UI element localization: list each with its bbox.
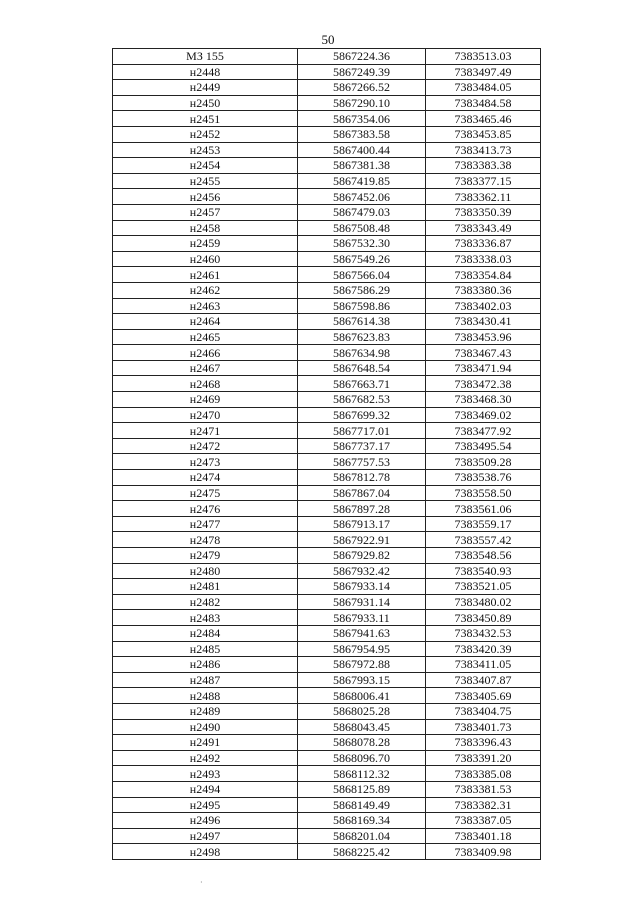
x-coordinate-cell: 5867224.36	[298, 49, 426, 65]
x-coordinate-cell: 5867452.06	[298, 189, 426, 205]
table-row	[113, 781, 541, 797]
point-id-cell: н2491	[113, 735, 298, 751]
point-id-cell: н2495	[113, 797, 298, 813]
y-coordinate-cell: 7383401.73	[426, 719, 541, 735]
y-coordinate-cell: 7383396.43	[426, 735, 541, 751]
table-row	[113, 360, 541, 376]
point-id-cell: н2481	[113, 579, 298, 595]
table-row	[113, 220, 541, 236]
x-coordinate-cell: 5867400.44	[298, 142, 426, 158]
table-row	[113, 641, 541, 657]
y-coordinate-cell: 7383377.15	[426, 173, 541, 189]
y-coordinate-cell: 7383484.05	[426, 80, 541, 96]
point-id-cell: н2486	[113, 657, 298, 673]
scan-mark: ·	[200, 878, 203, 887]
point-id-cell: н2461	[113, 267, 298, 283]
point-id-cell: н2456	[113, 189, 298, 205]
point-id-cell: н2498	[113, 844, 298, 860]
y-coordinate-cell: 7383385.08	[426, 766, 541, 782]
y-coordinate-cell: 7383477.92	[426, 423, 541, 439]
point-id-cell: н2496	[113, 813, 298, 829]
y-coordinate-cell: 7383559.17	[426, 516, 541, 532]
x-coordinate-cell: 5867812.78	[298, 470, 426, 486]
table-row	[113, 423, 541, 439]
x-coordinate-cell: 5867717.01	[298, 423, 426, 439]
y-coordinate-cell: 7383336.87	[426, 236, 541, 252]
table-row	[113, 516, 541, 532]
y-coordinate-cell: 7383472.38	[426, 376, 541, 392]
table-row	[113, 828, 541, 844]
table-row	[113, 314, 541, 330]
y-coordinate-cell: 7383391.20	[426, 750, 541, 766]
point-id-cell: н2471	[113, 423, 298, 439]
point-id-cell: н2467	[113, 360, 298, 376]
coordinates-table-body	[113, 49, 541, 860]
y-coordinate-cell: 7383382.31	[426, 797, 541, 813]
table-row	[113, 813, 541, 829]
table-row	[113, 579, 541, 595]
point-id-cell: н2473	[113, 454, 298, 470]
y-coordinate-cell: 7383513.03	[426, 49, 541, 65]
x-coordinate-cell: 5867972.88	[298, 657, 426, 673]
x-coordinate-cell: 5868025.28	[298, 703, 426, 719]
y-coordinate-cell: 7383467.43	[426, 345, 541, 361]
x-coordinate-cell: 5867699.32	[298, 407, 426, 423]
point-id-cell: н2469	[113, 392, 298, 408]
y-coordinate-cell: 7383407.87	[426, 672, 541, 688]
x-coordinate-cell: 5867648.54	[298, 360, 426, 376]
point-id-cell: н2493	[113, 766, 298, 782]
x-coordinate-cell: 5868112.32	[298, 766, 426, 782]
table-row	[113, 563, 541, 579]
y-coordinate-cell: 7383521.05	[426, 579, 541, 595]
point-id-cell: н2483	[113, 610, 298, 626]
x-coordinate-cell: 5867249.39	[298, 64, 426, 80]
point-id-cell: н2450	[113, 95, 298, 111]
table-row	[113, 345, 541, 361]
x-coordinate-cell: 5867663.71	[298, 376, 426, 392]
x-coordinate-cell: 5868201.04	[298, 828, 426, 844]
x-coordinate-cell: 5868169.34	[298, 813, 426, 829]
x-coordinate-cell: 5868078.28	[298, 735, 426, 751]
y-coordinate-cell: 7383405.69	[426, 688, 541, 704]
y-coordinate-cell: 7383453.85	[426, 126, 541, 142]
y-coordinate-cell: 7383402.03	[426, 298, 541, 314]
table-row	[113, 392, 541, 408]
point-id-cell: н2488	[113, 688, 298, 704]
point-id-cell: н2484	[113, 625, 298, 641]
point-id-cell: н2474	[113, 470, 298, 486]
point-id-cell: н2460	[113, 251, 298, 267]
x-coordinate-cell: 5867586.29	[298, 282, 426, 298]
table-row	[113, 657, 541, 673]
x-coordinate-cell: 5867266.52	[298, 80, 426, 96]
point-id-cell: н2479	[113, 548, 298, 564]
point-id-cell: н2457	[113, 204, 298, 220]
table-row	[113, 173, 541, 189]
point-id-cell: н2452	[113, 126, 298, 142]
table-row	[113, 80, 541, 96]
point-id-cell: н2455	[113, 173, 298, 189]
table-row	[113, 750, 541, 766]
x-coordinate-cell: 5868096.70	[298, 750, 426, 766]
x-coordinate-cell: 5867757.53	[298, 454, 426, 470]
x-coordinate-cell: 5867737.17	[298, 438, 426, 454]
table-row	[113, 142, 541, 158]
y-coordinate-cell: 7383343.49	[426, 220, 541, 236]
table-row	[113, 49, 541, 65]
y-coordinate-cell: 7383497.49	[426, 64, 541, 80]
table-row	[113, 126, 541, 142]
y-coordinate-cell: 7383338.03	[426, 251, 541, 267]
table-row	[113, 532, 541, 548]
x-coordinate-cell: 5867634.98	[298, 345, 426, 361]
x-coordinate-cell: 5867931.14	[298, 594, 426, 610]
y-coordinate-cell: 7383362.11	[426, 189, 541, 205]
x-coordinate-cell: 5868125.89	[298, 781, 426, 797]
table-row	[113, 844, 541, 860]
y-coordinate-cell: 7383380.36	[426, 282, 541, 298]
x-coordinate-cell: 5867922.91	[298, 532, 426, 548]
point-id-cell: н2478	[113, 532, 298, 548]
y-coordinate-cell: 7383409.98	[426, 844, 541, 860]
table-row	[113, 594, 541, 610]
y-coordinate-cell: 7383381.53	[426, 781, 541, 797]
point-id-cell: н2449	[113, 80, 298, 96]
point-id-cell: н2490	[113, 719, 298, 735]
point-id-cell: н2475	[113, 485, 298, 501]
x-coordinate-cell: 5867933.14	[298, 579, 426, 595]
point-id-cell: н2492	[113, 750, 298, 766]
y-coordinate-cell: 7383411.05	[426, 657, 541, 673]
coordinates-table	[112, 48, 541, 860]
table-row	[113, 688, 541, 704]
point-id-cell: н2497	[113, 828, 298, 844]
table-row	[113, 548, 541, 564]
y-coordinate-cell: 7383561.06	[426, 501, 541, 517]
x-coordinate-cell: 5867867.04	[298, 485, 426, 501]
point-id-cell: н2454	[113, 158, 298, 174]
y-coordinate-cell: 7383495.54	[426, 438, 541, 454]
x-coordinate-cell: 5868149.49	[298, 797, 426, 813]
x-coordinate-cell: 5867598.86	[298, 298, 426, 314]
y-coordinate-cell: 7383430.41	[426, 314, 541, 330]
point-id-cell: МЗ 155	[113, 49, 298, 65]
point-id-cell: н2476	[113, 501, 298, 517]
x-coordinate-cell: 5867941.63	[298, 625, 426, 641]
x-coordinate-cell: 5867993.15	[298, 672, 426, 688]
y-coordinate-cell: 7383383.38	[426, 158, 541, 174]
x-coordinate-cell: 5867933.11	[298, 610, 426, 626]
point-id-cell: н2462	[113, 282, 298, 298]
point-id-cell: н2453	[113, 142, 298, 158]
y-coordinate-cell: 7383420.39	[426, 641, 541, 657]
y-coordinate-cell: 7383387.05	[426, 813, 541, 829]
table-row	[113, 189, 541, 205]
y-coordinate-cell: 7383469.02	[426, 407, 541, 423]
y-coordinate-cell: 7383432.53	[426, 625, 541, 641]
table-row	[113, 329, 541, 345]
y-coordinate-cell: 7383509.28	[426, 454, 541, 470]
table-row	[113, 470, 541, 486]
table-row	[113, 407, 541, 423]
page-number: 50	[321, 32, 335, 47]
table-row	[113, 376, 541, 392]
table-row	[113, 719, 541, 735]
x-coordinate-cell: 5868043.45	[298, 719, 426, 735]
x-coordinate-cell: 5867623.83	[298, 329, 426, 345]
table-row	[113, 438, 541, 454]
x-coordinate-cell: 5867682.53	[298, 392, 426, 408]
table-row	[113, 267, 541, 283]
table-row	[113, 95, 541, 111]
x-coordinate-cell: 5867479.03	[298, 204, 426, 220]
table-row	[113, 672, 541, 688]
point-id-cell: н2468	[113, 376, 298, 392]
y-coordinate-cell: 7383453.96	[426, 329, 541, 345]
point-id-cell: н2463	[113, 298, 298, 314]
y-coordinate-cell: 7383484.58	[426, 95, 541, 111]
point-id-cell: н2482	[113, 594, 298, 610]
x-coordinate-cell: 5867383.58	[298, 126, 426, 142]
table-row	[113, 298, 541, 314]
x-coordinate-cell: 5867419.85	[298, 173, 426, 189]
y-coordinate-cell: 7383404.75	[426, 703, 541, 719]
x-coordinate-cell: 5867381.38	[298, 158, 426, 174]
point-id-cell: н2485	[113, 641, 298, 657]
y-coordinate-cell: 7383540.93	[426, 563, 541, 579]
x-coordinate-cell: 5868006.41	[298, 688, 426, 704]
y-coordinate-cell: 7383413.73	[426, 142, 541, 158]
table-row	[113, 158, 541, 174]
x-coordinate-cell: 5867932.42	[298, 563, 426, 579]
table-row	[113, 236, 541, 252]
point-id-cell: н2494	[113, 781, 298, 797]
x-coordinate-cell: 5867929.82	[298, 548, 426, 564]
x-coordinate-cell: 5867290.10	[298, 95, 426, 111]
x-coordinate-cell: 5867354.06	[298, 111, 426, 127]
x-coordinate-cell: 5867913.17	[298, 516, 426, 532]
x-coordinate-cell: 5867532.30	[298, 236, 426, 252]
table-row	[113, 485, 541, 501]
table-row	[113, 111, 541, 127]
table-row	[113, 64, 541, 80]
y-coordinate-cell: 7383548.56	[426, 548, 541, 564]
y-coordinate-cell: 7383354.84	[426, 267, 541, 283]
point-id-cell: н2472	[113, 438, 298, 454]
x-coordinate-cell: 5867954.95	[298, 641, 426, 657]
y-coordinate-cell: 7383468.30	[426, 392, 541, 408]
table-row	[113, 501, 541, 517]
x-coordinate-cell: 5867549.26	[298, 251, 426, 267]
x-coordinate-cell: 5867508.48	[298, 220, 426, 236]
x-coordinate-cell: 5868225.42	[298, 844, 426, 860]
y-coordinate-cell: 7383350.39	[426, 204, 541, 220]
x-coordinate-cell: 5867566.04	[298, 267, 426, 283]
y-coordinate-cell: 7383450.89	[426, 610, 541, 626]
table-row	[113, 797, 541, 813]
point-id-cell: н2489	[113, 703, 298, 719]
y-coordinate-cell: 7383480.02	[426, 594, 541, 610]
point-id-cell: н2465	[113, 329, 298, 345]
y-coordinate-cell: 7383557.42	[426, 532, 541, 548]
table-row	[113, 625, 541, 641]
point-id-cell: н2477	[113, 516, 298, 532]
table-row	[113, 204, 541, 220]
point-id-cell: н2487	[113, 672, 298, 688]
point-id-cell: н2458	[113, 220, 298, 236]
table-row	[113, 735, 541, 751]
y-coordinate-cell: 7383471.94	[426, 360, 541, 376]
point-id-cell: н2480	[113, 563, 298, 579]
y-coordinate-cell: 7383538.76	[426, 470, 541, 486]
x-coordinate-cell: 5867614.38	[298, 314, 426, 330]
y-coordinate-cell: 7383401.18	[426, 828, 541, 844]
point-id-cell: н2466	[113, 345, 298, 361]
point-id-cell: н2459	[113, 236, 298, 252]
table-row	[113, 251, 541, 267]
y-coordinate-cell: 7383465.46	[426, 111, 541, 127]
table-row	[113, 454, 541, 470]
point-id-cell: н2451	[113, 111, 298, 127]
x-coordinate-cell: 5867897.28	[298, 501, 426, 517]
point-id-cell: н2470	[113, 407, 298, 423]
y-coordinate-cell: 7383558.50	[426, 485, 541, 501]
table-row	[113, 610, 541, 626]
table-row	[113, 703, 541, 719]
point-id-cell: н2448	[113, 64, 298, 80]
table-row	[113, 282, 541, 298]
point-id-cell: н2464	[113, 314, 298, 330]
table-row	[113, 766, 541, 782]
